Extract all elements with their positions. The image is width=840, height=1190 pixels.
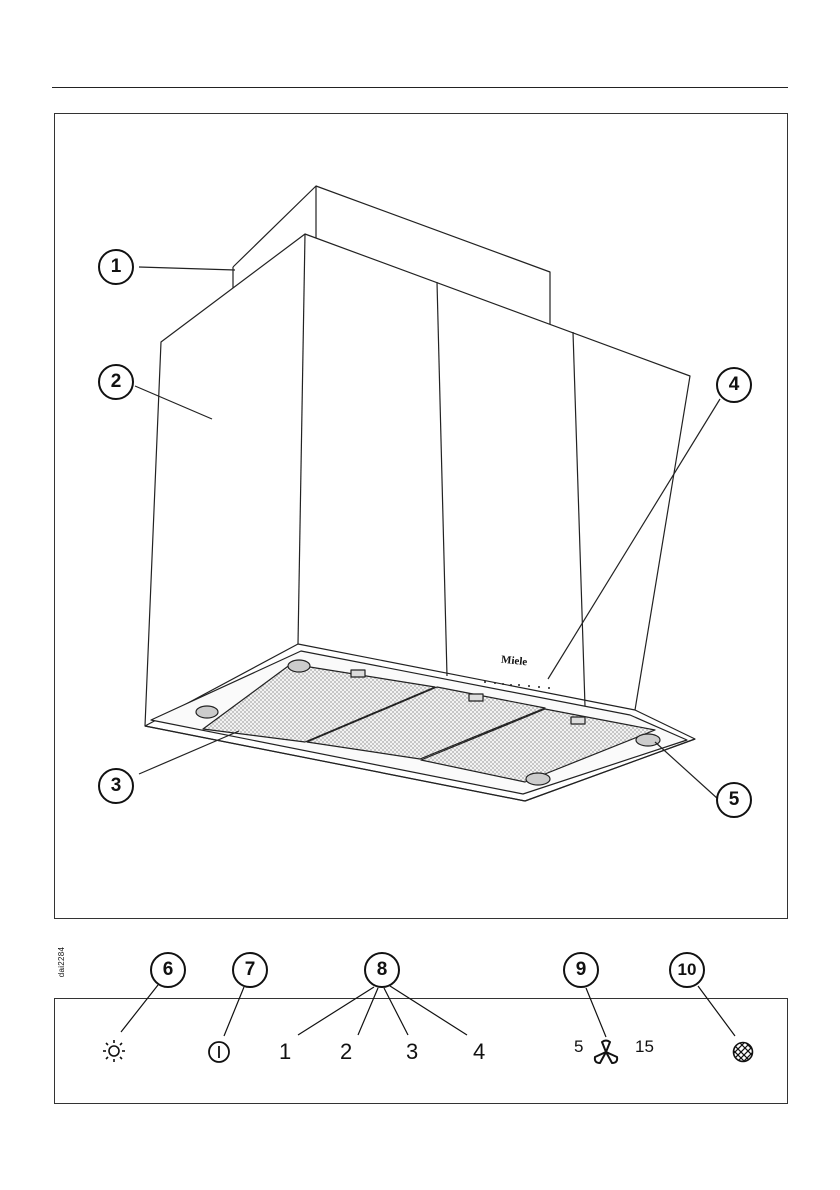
callout-4-controls: 4 xyxy=(716,367,752,403)
speed-3-button[interactable]: 3 xyxy=(406,1039,419,1064)
lamp-1 xyxy=(288,660,310,672)
timer-5-label: 5 xyxy=(574,1037,584,1056)
grease-filter-icon[interactable] xyxy=(732,1041,754,1063)
callout-8-speed: 8 xyxy=(364,952,400,988)
cooker-hood-illustration xyxy=(54,113,788,919)
lamp-4 xyxy=(526,773,550,785)
speed-1-button[interactable]: 1 xyxy=(279,1039,292,1064)
power-icon[interactable] xyxy=(207,1040,231,1064)
brand-logo-text: Miele xyxy=(500,653,528,669)
callout-7-power: 7 xyxy=(232,952,268,988)
callout-2-canopy: 2 xyxy=(98,364,134,400)
timer-15-label: 15 xyxy=(635,1037,654,1056)
callout-9-timer: 9 xyxy=(563,952,599,988)
speed-4-button[interactable]: 4 xyxy=(473,1039,486,1064)
callout-10-filter: 10 xyxy=(669,952,705,988)
header-rule xyxy=(52,87,788,88)
lamp-2 xyxy=(196,706,218,718)
figure-id-label: dai2284 xyxy=(56,946,66,978)
control-panel xyxy=(54,998,788,1104)
fan-icon[interactable] xyxy=(592,1039,620,1065)
callout-6-light: 6 xyxy=(150,952,186,988)
cooker-hood-drawing xyxy=(55,114,789,920)
callout-5-lighting: 5 xyxy=(716,782,752,818)
callout-1-chimney: 1 xyxy=(98,249,134,285)
light-icon[interactable] xyxy=(102,1039,126,1063)
speed-2-button[interactable]: 2 xyxy=(340,1039,353,1064)
lamp-3 xyxy=(636,734,660,746)
callout-3-grease-filter: 3 xyxy=(98,768,134,804)
